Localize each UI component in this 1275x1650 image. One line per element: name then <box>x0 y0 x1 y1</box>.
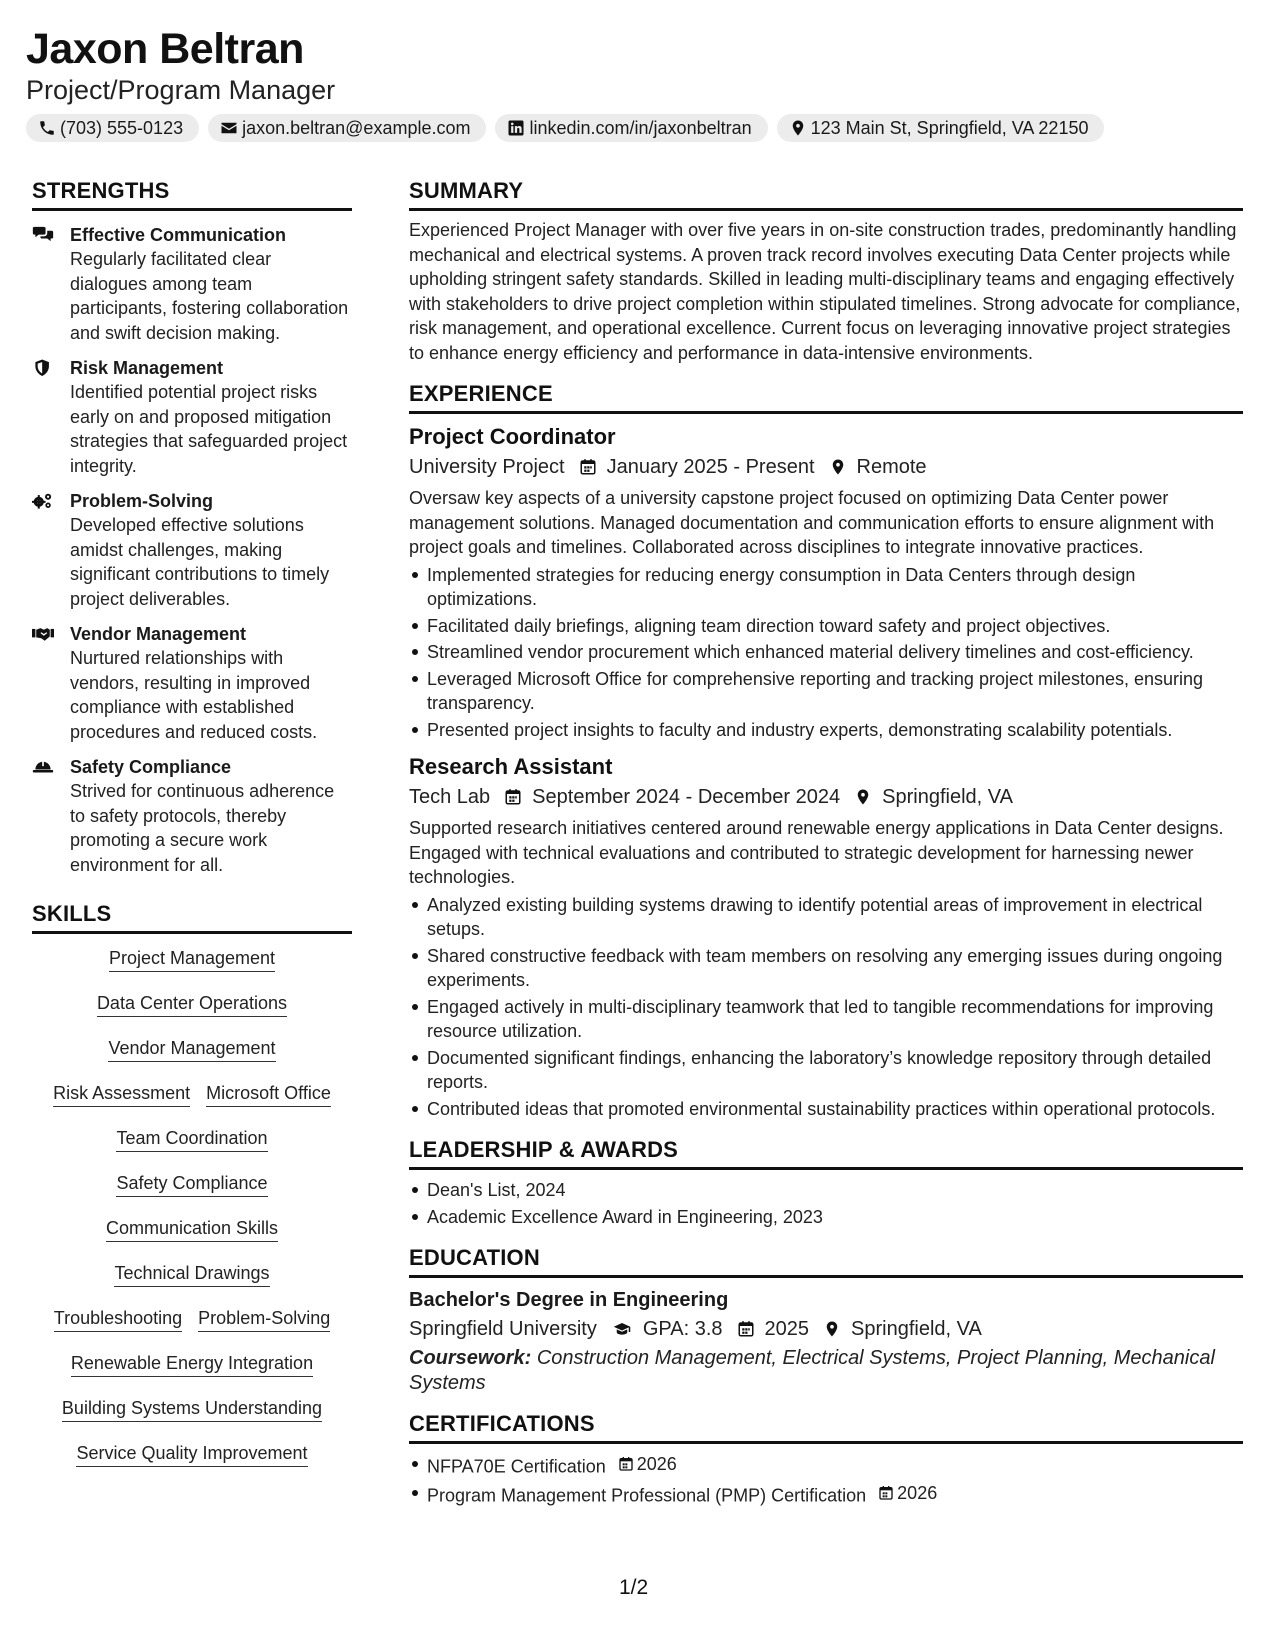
right-column <box>409 176 1243 1522</box>
strength-item <box>32 223 352 345</box>
linkedin-text: linkedin.com/in/jaxonbeltran <box>529 117 752 138</box>
coursework-list: Construction Management, Electrical Systems, Project Planning, Mechanical Systems <box>409 1347 1215 1394</box>
strength-desc: Nurtured relationships with vendors, resulting in improved compliance with established procedures and reduced costs. <box>70 648 318 742</box>
map-pin-icon <box>854 788 872 806</box>
strength-desc: Developed effective solutions amidst challenges, making significant contributions to timely project deliverables. <box>70 515 330 609</box>
degree-title: Bachelor's Degree in Engineering <box>409 1289 729 1311</box>
certification-item <box>409 1481 1243 1508</box>
skill-tag: Team Coordination <box>116 1126 267 1152</box>
job-bullet: Documented significant findings, enhancing the laboratory’s knowledge repository through detailed reports. <box>409 1046 1243 1095</box>
skill-tag: Risk Assessment <box>53 1081 190 1107</box>
leadership-heading: LEADERSHIP & AWARDS <box>409 1135 1243 1170</box>
address-text: 123 Main St, Springfield, VA 22150 <box>810 117 1089 138</box>
job-bullet: Contributed ideas that promoted environmental sustainability practices within operational protocols. <box>409 1097 1243 1122</box>
skill-tag: Vendor Management <box>108 1036 275 1062</box>
skill-tag: Problem-Solving <box>198 1306 330 1332</box>
address-chip <box>777 114 1105 142</box>
job-bullet: Streamlined vendor procurement which enhanced material delivery timelines and cost-efficiency. <box>409 640 1243 665</box>
leadership-section <box>409 1135 1243 1229</box>
skill-tag: Renewable Energy Integration <box>71 1351 313 1377</box>
candidate-name: Jaxon Beltran <box>26 25 304 73</box>
job-bullet: Engaged actively in multi-disciplinary teamwork that led to tangible recommendations for improving resource utilization. <box>409 995 1243 1044</box>
school-location: Springfield, VA <box>851 1318 982 1340</box>
skill-tag: Data Center Operations <box>97 991 287 1017</box>
education-section <box>409 1243 1243 1395</box>
job-location: Springfield, VA <box>882 786 1013 808</box>
job-bullet: Implemented strategies for reducing energy consumption in Data Centers through design optimizations. <box>409 563 1243 612</box>
handshake-icon <box>32 625 54 643</box>
coursework-label: Coursework: <box>409 1347 532 1369</box>
graduation-cap-icon <box>611 1320 633 1338</box>
strength-title: Risk Management <box>70 358 224 378</box>
left-column <box>32 176 352 1486</box>
shield-icon <box>32 359 54 377</box>
job-description: Oversaw key aspects of a university capstone project focused on optimizing Data Center power management solutions. Managed documentation and communication efforts to ensure alignment with project goals and timelines. Collaborated across disciplines to integrate innovative practices. <box>409 488 1215 557</box>
award-item: Dean's List, 2024 <box>409 1178 1243 1203</box>
summary-section <box>409 176 1243 365</box>
calendar-icon <box>504 788 522 806</box>
job-bullet: Leveraged Microsoft Office for comprehensive reporting and tracking project milestones, ensuring transparency. <box>409 667 1243 716</box>
calendar-icon <box>579 458 597 476</box>
experience-section <box>409 379 1243 1121</box>
contact-bar <box>26 114 1251 142</box>
job-description: Supported research initiatives centered around renewable energy applications in Data Center designs. Engaged with technical evaluations and contributed to strategic development for harnessing newer technologies. <box>409 818 1224 887</box>
job-dates: January 2025 - Present <box>606 456 815 478</box>
skill-tag: Service Quality Improvement <box>76 1441 307 1467</box>
graduation-year: 2025 <box>764 1318 810 1340</box>
strength-item <box>32 489 352 611</box>
job-bullet: Analyzed existing building systems drawing to identify potential areas of improvement in electrical setups. <box>409 893 1243 942</box>
strength-item <box>32 356 352 478</box>
page-number: 1/2 <box>619 1576 649 1599</box>
strength-title: Problem-Solving <box>70 491 214 511</box>
phone-icon <box>38 119 56 137</box>
calendar-icon <box>737 1320 755 1338</box>
job-bullet: Shared constructive feedback with team members on resolving any emerging issues during ongoing experiments. <box>409 944 1243 993</box>
job-title: Project Coordinator <box>409 424 616 449</box>
linkedin-chip[interactable] <box>495 114 767 142</box>
job-entry <box>409 422 1243 742</box>
certifications-section <box>409 1409 1243 1508</box>
strengths-section <box>32 176 352 877</box>
skill-tag: Communication Skills <box>106 1216 278 1242</box>
strength-title: Effective Communication <box>70 225 287 245</box>
skill-tag: Technical Drawings <box>114 1261 269 1287</box>
job-entry <box>409 752 1243 1121</box>
coursework <box>409 1346 1243 1395</box>
strength-title: Safety Compliance <box>70 757 232 777</box>
map-pin-icon <box>829 458 847 476</box>
award-item: Academic Excellence Award in Engineering, 2023 <box>409 1205 1243 1230</box>
certification-name: Program Management Professional (PMP) Certification <box>427 1485 867 1505</box>
skill-tag: Troubleshooting <box>54 1306 182 1332</box>
gears-icon <box>32 492 54 510</box>
strength-desc: Identified potential project risks early on and proposed mitigation strategies that safeguarded project integrity. <box>70 382 348 476</box>
certifications-heading: CERTIFICATIONS <box>409 1409 1243 1444</box>
email-chip[interactable] <box>208 114 486 142</box>
comments-icon <box>32 226 54 244</box>
strengths-heading: STRENGTHS <box>32 176 352 211</box>
candidate-title: Project/Program Manager <box>26 75 336 105</box>
linkedin-icon <box>507 119 525 137</box>
envelope-icon <box>220 119 238 137</box>
phone-text: (703) 555-0123 <box>60 117 184 138</box>
strength-desc: Regularly facilitated clear dialogues among team participants, fostering collaboration and swift decision making. <box>70 249 349 343</box>
skill-tag: Safety Compliance <box>116 1171 267 1197</box>
job-title: Research Assistant <box>409 754 613 779</box>
experience-heading: EXPERIENCE <box>409 379 1243 414</box>
certification-name: NFPA70E Certification <box>427 1456 606 1477</box>
skills-section <box>32 899 352 1486</box>
skills-heading: SKILLS <box>32 899 352 934</box>
skill-tag: Project Management <box>109 946 275 972</box>
map-pin-icon <box>789 119 807 137</box>
map-pin-icon <box>823 1320 841 1338</box>
calendar-icon <box>618 1456 634 1472</box>
gpa-value: GPA: 3.8 <box>642 1318 723 1340</box>
certification-year: 2026 <box>897 1482 938 1503</box>
job-bullet: Presented project insights to faculty and industry experts, demonstrating scalability potentials. <box>409 718 1243 743</box>
phone-chip[interactable] <box>26 114 199 142</box>
summary-text: Experienced Project Manager with over five years in on-site construction trades, predominantly handling mechanical and electrical systems. A proven track record involves executing Data Center projects while upholding stringent safety standards. Skilled in leading multi-disciplinary teams and engaging effectively with stakeholders to drive project completion within stipulated timelines. Strong advocate for compliance, risk management, and operational excellence. Current focus on leveraging innovative project strategies to enhance energy efficiency and performance in data-intensive environments. <box>409 220 1241 363</box>
strength-desc: Strived for continuous adherence to safety protocols, thereby promoting a secure work environment for all. <box>70 781 335 875</box>
strength-title: Vendor Management <box>70 624 247 644</box>
job-location: Remote <box>856 456 927 478</box>
strength-item <box>32 622 352 744</box>
calendar-icon <box>878 1485 894 1501</box>
email-text: jaxon.beltran@example.com <box>242 117 471 138</box>
skill-tag: Microsoft Office <box>206 1081 331 1107</box>
school-name: Springfield University <box>409 1318 597 1340</box>
job-org: Tech Lab <box>409 786 491 808</box>
strength-item <box>32 755 352 877</box>
certification-year: 2026 <box>636 1454 677 1474</box>
skill-tag: Building Systems Understanding <box>62 1396 322 1422</box>
hard-hat-icon <box>32 758 54 776</box>
education-heading: EDUCATION <box>409 1243 1243 1278</box>
resume-header <box>26 24 1251 142</box>
job-org: University Project <box>409 456 565 478</box>
job-dates: September 2024 - December 2024 <box>532 786 841 808</box>
job-bullet: Facilitated daily briefings, aligning team direction toward safety and project objectives. <box>409 614 1243 639</box>
certification-item <box>409 1452 1243 1479</box>
summary-heading: SUMMARY <box>409 176 1243 211</box>
